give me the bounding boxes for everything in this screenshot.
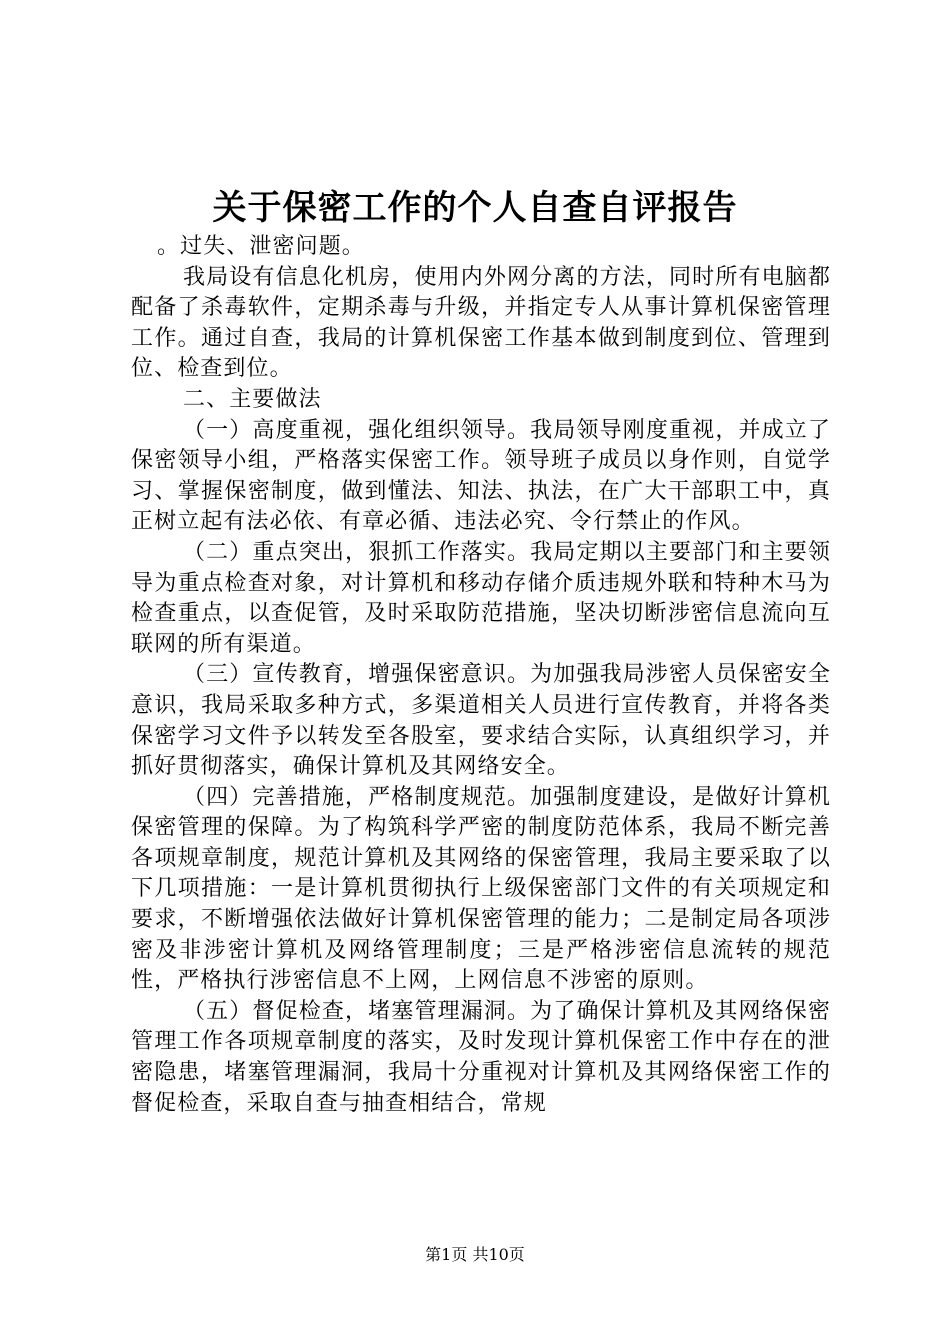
paragraph-measure-1: （一）高度重视，强化组织领导。我局领导刚度重视，并成立了保密领导小组，严格落实保密工作。领导班子成员以身作则，自觉学习、掌握保密制度，做到懂法、知法、执法，在广大干部职工中，真正树立起有法必依、有章必循、违法必究、令行禁止的作风。: [131, 417, 831, 535]
section-heading-main-practices: 二、主要做法: [183, 386, 322, 412]
paragraph-measure-5: （五）督促检查，堵塞管理漏洞。为了确保计算机及其网络保密管理工作各项规章制度的落实，及时发现计算机保密工作中存在的泄密隐患，堵塞管理漏洞，我局十分重视对计算机及其网络保密工作的督促检查，采取自查与抽查相结合，常规: [131, 998, 831, 1116]
paragraph-measure-2: （二）重点突出，狠抓工作落实。我局定期以主要部门和主要领导为重点检查对象，对计算机和移动存储介质违规外联和特种木马为检查重点，以查促管，及时采取防范措施，坚决切断涉密信息流向互联网的所有渠道。: [131, 539, 831, 657]
paragraph-measure-3: （三）宣传教育，增强保密意识。为加强我局涉密人员保密安全意识，我局采取多种方式，多渠道相关人员进行宣传教育，并将各类保密学习文件予以转发至各股室，要求结合实际，认真组织学习，并抓好贯彻落实，确保计算机及其网络安全。: [131, 662, 831, 780]
paragraph-facility: 我局设有信息化机房，使用内外网分离的方法，同时所有电脑都配备了杀毒软件，定期杀毒与升级，并指定专人从事计算机保密管理工作。通过自查，我局的计算机保密工作基本做到制度到位、管理到位、检查到位。: [131, 264, 831, 382]
page-number-footer: 第1页 共10页: [425, 1245, 525, 1264]
document-title: 关于保密工作的个人自查自评报告: [212, 188, 738, 228]
document-body: [131, 232, 831, 1119]
paragraph-intro-fragment: 。过失、泄密问题。: [157, 234, 365, 259]
paragraph-measure-4: （四）完善措施，严格制度规范。加强制度建设，是做好计算机保密管理的保障。为了构筑科学严密的制度防范体系，我局不断完善各项规章制度，规范计算机及其网络的保密管理，我局主要采取了以下几项措施：一是计算机贯彻执行上级保密部门文件的有关项规定和要求，不断增强依法做好计算机保密管理的能力；二是制定局各项涉密及非涉密计算机及网络管理制度；三是严格涉密信息流转的规范性，严格执行涉密信息不上网，上网信息不涉密的原则。: [131, 784, 831, 994]
